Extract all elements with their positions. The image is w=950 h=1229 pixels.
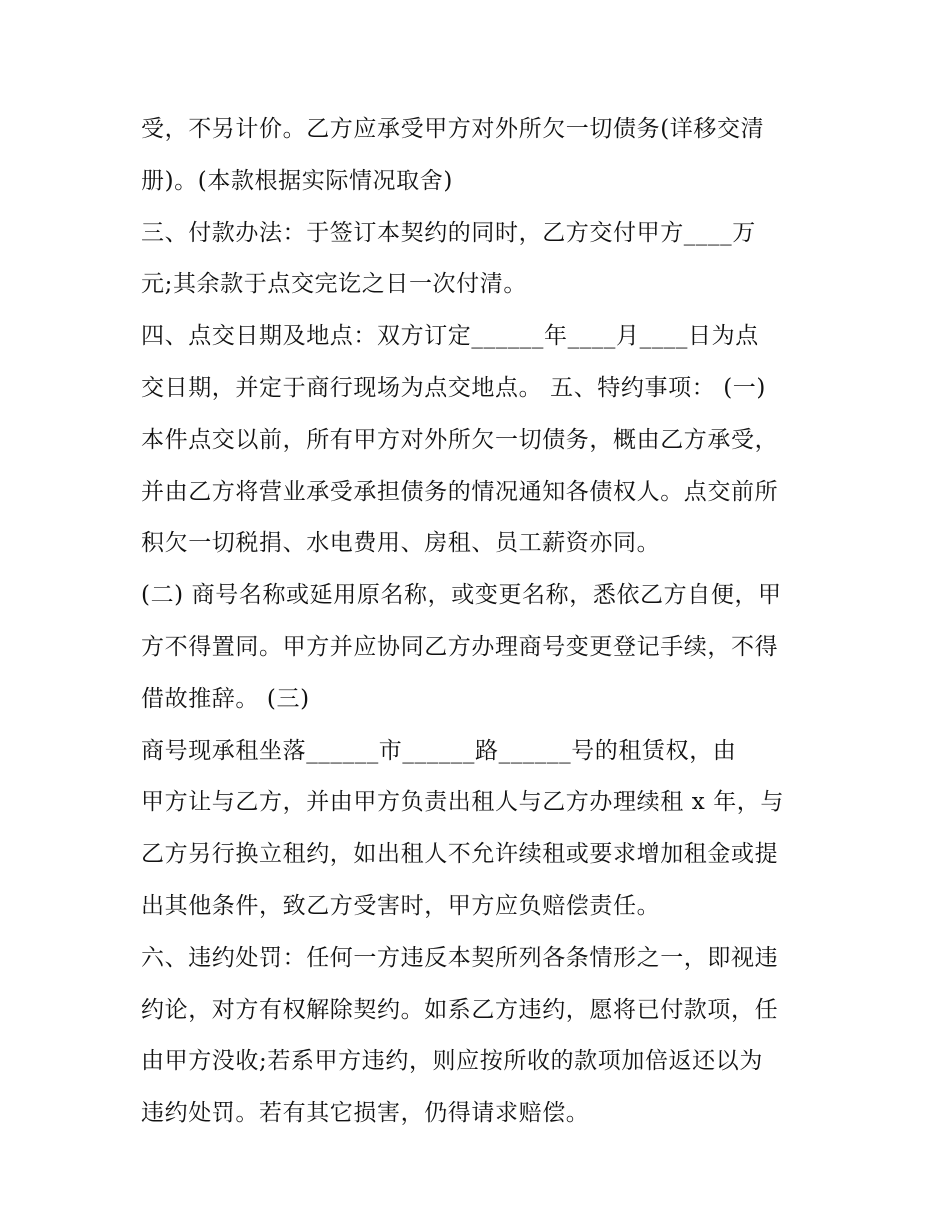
text-line: 乙方另行换立租约，如出租人不允许续租或要求增加租金或提 bbox=[141, 841, 779, 868]
text-line: 四、点交日期及地点：双方订定______年____月____日为点 bbox=[141, 323, 759, 350]
text-line: 六、违约处罚：任何一方违反本契所列各条情形之一，即视违 bbox=[141, 944, 779, 971]
text-line: 甲方让与乙方，并由甲方负责出租人与乙方办理续租 x 年，与 bbox=[141, 789, 784, 816]
text-line: 册)。(本款根据实际情况取舍) bbox=[141, 167, 453, 194]
text-line: 元;其余款于点交完讫之日一次付清。 bbox=[141, 271, 527, 298]
text-line: 商号现承租坐落______市______路______号的租赁权，由 bbox=[141, 737, 737, 764]
text-line: 由甲方没收;若系甲方违约，则应按所收的款项加倍返还以为 bbox=[141, 1048, 763, 1075]
text-line: 约论，对方有权解除契约。如系乙方违约，愿将已付款项，任 bbox=[141, 996, 779, 1023]
text-line: 受，不另计价。乙方应承受甲方对外所欠一切债务(详移交清 bbox=[141, 116, 765, 142]
text-line: 违约处罚。若有其它损害，仍得请求赔偿。 bbox=[141, 1100, 590, 1127]
text-line: (二) 商号名称或延用原名称，或变更名称，悉依乙方自便，甲 bbox=[141, 582, 782, 609]
text-line: 积欠一切税捐、水电费用、房租、员工薪资亦同。 bbox=[141, 530, 661, 557]
text-line: 本件点交以前，所有甲方对外所欠一切债务，概由乙方承受， bbox=[141, 426, 779, 453]
text-line: 出其他条件，致乙方受害时，甲方应负赔偿责任。 bbox=[141, 892, 661, 919]
text-line: 方不得置同。甲方并应协同乙方办理商号变更登记手续，不得 bbox=[141, 633, 779, 660]
text-line: 借故推辞。 (三) bbox=[141, 685, 310, 712]
document-body bbox=[141, 104, 821, 1140]
text-line: 交日期，并定于商行现场为点交地点。 五、特约事项： (一) bbox=[141, 374, 766, 401]
text-line: 三、付款办法：于签订本契约的同时，乙方交付甲方____万 bbox=[141, 219, 756, 246]
text-line: 并由乙方将营业承受承担债务的情况通知各债权人。点交前所 bbox=[141, 478, 779, 505]
